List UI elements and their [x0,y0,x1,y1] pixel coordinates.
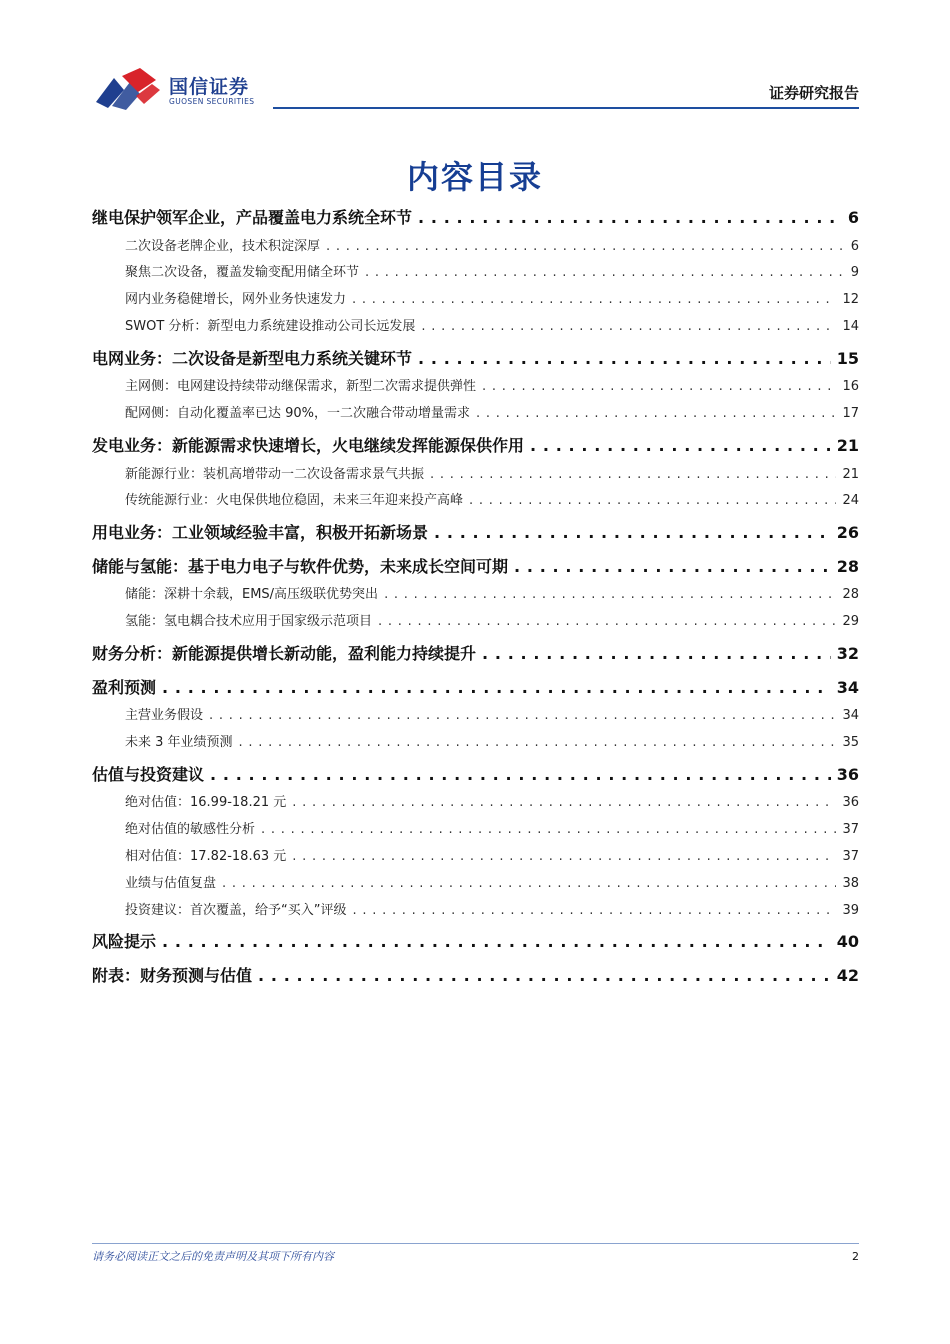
toc-title: 内容目录 [406,158,543,196]
toc-section-entry[interactable] [92,871,859,898]
toc-entry-page: 6 [847,208,859,227]
toc-dot-leader [434,517,831,549]
toc-dot-leader [418,343,831,375]
toc-entry-page: 38 [842,875,859,891]
toc-entry-page: 39 [842,902,859,918]
toc-chapter-entry[interactable] [92,549,859,583]
table-of-contents [92,200,859,991]
brand-name-cn: 国信证券 [169,76,250,98]
toc-entry-title: 配网侧：自动化覆盖率已达 90%，一二次融合带动增量需求 [125,406,471,422]
toc-dot-leader [476,401,836,428]
toc-chapter-entry[interactable] [92,200,859,234]
toc-entry-title: 聚焦二次设备，覆盖发输变配用储全环节 [125,265,360,281]
toc-dot-leader [162,926,831,958]
toc-entry-title: 风险提示 [92,932,157,952]
brand-name-en: GUOSEN SECURITIES [169,97,255,106]
toc-entry-title: 附表：财务预测与估值 [92,965,253,985]
toc-section-entry[interactable] [92,234,859,261]
toc-entry-page: 9 [850,265,859,281]
toc-dot-leader [326,234,845,261]
toc-dot-leader [482,374,836,401]
toc-dot-leader [378,609,836,636]
toc-entry-title: 投资建议：首次覆盖，给予“买入”评级 [125,902,347,918]
toc-entry-page: 40 [836,932,859,952]
toc-entry-page: 34 [842,708,859,724]
toc-section-entry[interactable] [92,817,859,844]
toc-entry-page: 12 [842,292,859,308]
toc-entry-page: 32 [836,643,859,663]
toc-dot-leader [239,730,837,757]
toc-entry-page: 36 [836,764,859,784]
toc-entry-page: 17 [842,406,859,422]
toc-entry-title: 相对估值：17.82-18.63 元 [125,848,287,864]
toc-entry-page: 21 [836,435,859,455]
toc-dot-leader [418,202,842,234]
toc-entry-page: 42 [836,965,859,985]
toc-section-entry[interactable] [92,287,859,314]
toc-entry-title: 新能源行业：装机高增带动一二次设备需求景气共振 [125,466,425,482]
toc-dot-leader [352,898,836,925]
toc-entry-title: 继电保护领军企业，产品覆盖电力系统全环节 [92,208,413,227]
toc-entry-title: 业绩与估值复盘 [125,875,217,891]
toc-dot-leader [162,672,831,704]
toc-dot-leader [352,287,836,314]
toc-dot-leader [222,871,836,898]
toc-entry-page: 34 [836,677,859,697]
toc-entry-page: 16 [842,379,859,395]
toc-dot-leader [261,817,836,844]
toc-entry-page: 6 [850,238,859,254]
toc-dot-leader [292,844,836,871]
toc-entry-page: 15 [836,348,859,368]
footer-disclaimer: 请务必阅读正文之后的免责声明及其项下所有内容 [92,1250,334,1263]
footer-divider [92,1243,859,1244]
toc-section-entry[interactable] [92,844,859,871]
toc-entry-title: 财务分析：新能源提供增长新动能，盈利能力持续提升 [92,643,477,663]
toc-section-entry[interactable] [92,401,859,428]
toc-chapter-entry[interactable] [92,341,859,375]
toc-section-entry[interactable] [92,374,859,401]
toc-entry-title: 估值与投资建议 [92,764,205,784]
toc-chapter-entry[interactable] [92,958,859,992]
toc-entry-title: 储能与氢能：基于电力电子与软件优势，未来成长空间可期 [92,556,509,576]
toc-dot-leader [292,790,836,817]
toc-entry-page: 37 [842,848,859,864]
toc-dot-leader [482,638,831,670]
toc-entry-title: 二次设备老牌企业，技术积淀深厚 [125,238,321,254]
toc-dot-leader [210,759,831,791]
toc-section-entry[interactable] [92,314,859,341]
toc-section-entry[interactable] [92,488,859,515]
toc-entry-page: 21 [842,466,859,482]
header-divider [273,107,859,109]
toc-entry-page: 36 [842,795,859,811]
report-type-label: 证券研究报告 [768,84,859,102]
toc-chapter-entry[interactable] [92,515,859,549]
footer-page-number: 2 [852,1250,859,1263]
toc-section-entry[interactable] [92,260,859,287]
toc-dot-leader [469,488,836,515]
toc-entry-page: 24 [842,493,859,509]
toc-chapter-entry[interactable] [92,924,859,958]
toc-entry-title: 网内业务稳健增长，网外业务快速发力 [125,292,347,308]
toc-section-entry[interactable] [92,582,859,609]
toc-section-entry[interactable] [92,462,859,489]
toc-entry-title: 传统能源行业：火电保供地位稳固，未来三年迎来投产高峰 [125,493,464,509]
toc-entry-title: 电网业务：二次设备是新型电力系统关键环节 [92,348,413,368]
toc-dot-leader [384,582,836,609]
page-header [0,0,950,112]
toc-dot-leader [258,960,831,992]
toc-entry-title: 主网侧：电网建设持续带动继保需求，新型二次需求提供弹性 [125,379,477,395]
toc-section-entry[interactable] [92,703,859,730]
toc-chapter-entry[interactable] [92,636,859,670]
toc-section-entry[interactable] [92,790,859,817]
toc-entry-title: 未来 3 年业绩预测 [125,734,233,750]
toc-entry-title: 氢能：氢电耦合技术应用于国家级示范项目 [125,614,373,630]
toc-entry-page: 28 [836,556,859,576]
toc-entry-title: 绝对估值的敏感性分析 [125,822,256,838]
toc-dot-leader [365,260,845,287]
toc-chapter-entry[interactable] [92,757,859,791]
toc-dot-leader [209,703,836,730]
toc-dot-leader [530,430,831,462]
toc-chapter-entry[interactable] [92,428,859,462]
toc-entry-title: 发电业务：新能源需求快速增长，火电继续发挥能源保供作用 [92,435,525,455]
toc-entry-page: 35 [842,734,859,750]
toc-chapter-entry[interactable] [92,670,859,704]
toc-entry-page: 26 [836,523,859,543]
toc-dot-leader [514,551,831,583]
toc-entry-title: 盈利预测 [92,677,157,697]
toc-dot-leader [421,314,836,341]
toc-entry-page: 14 [842,318,859,334]
toc-section-entry[interactable] [92,609,859,636]
toc-entry-title: 用电业务：工业领域经验丰富，积极开拓新场景 [92,523,429,543]
toc-entry-page: 29 [842,614,859,630]
toc-entry-title: 绝对估值：16.99-18.21 元 [125,795,287,811]
toc-entry-title: 储能：深耕十余载，EMS/高压级联优势突出 [125,587,379,603]
toc-entry-page: 28 [842,587,859,603]
toc-section-entry[interactable] [92,730,859,757]
guosen-logo-icon [92,66,162,112]
toc-dot-leader [430,462,836,489]
toc-entry-title: SWOT 分析：新型电力系统建设推动公司长远发展 [125,318,416,334]
toc-entry-title: 主营业务假设 [125,708,204,724]
toc-entry-page: 37 [842,822,859,838]
toc-section-entry[interactable] [92,898,859,925]
